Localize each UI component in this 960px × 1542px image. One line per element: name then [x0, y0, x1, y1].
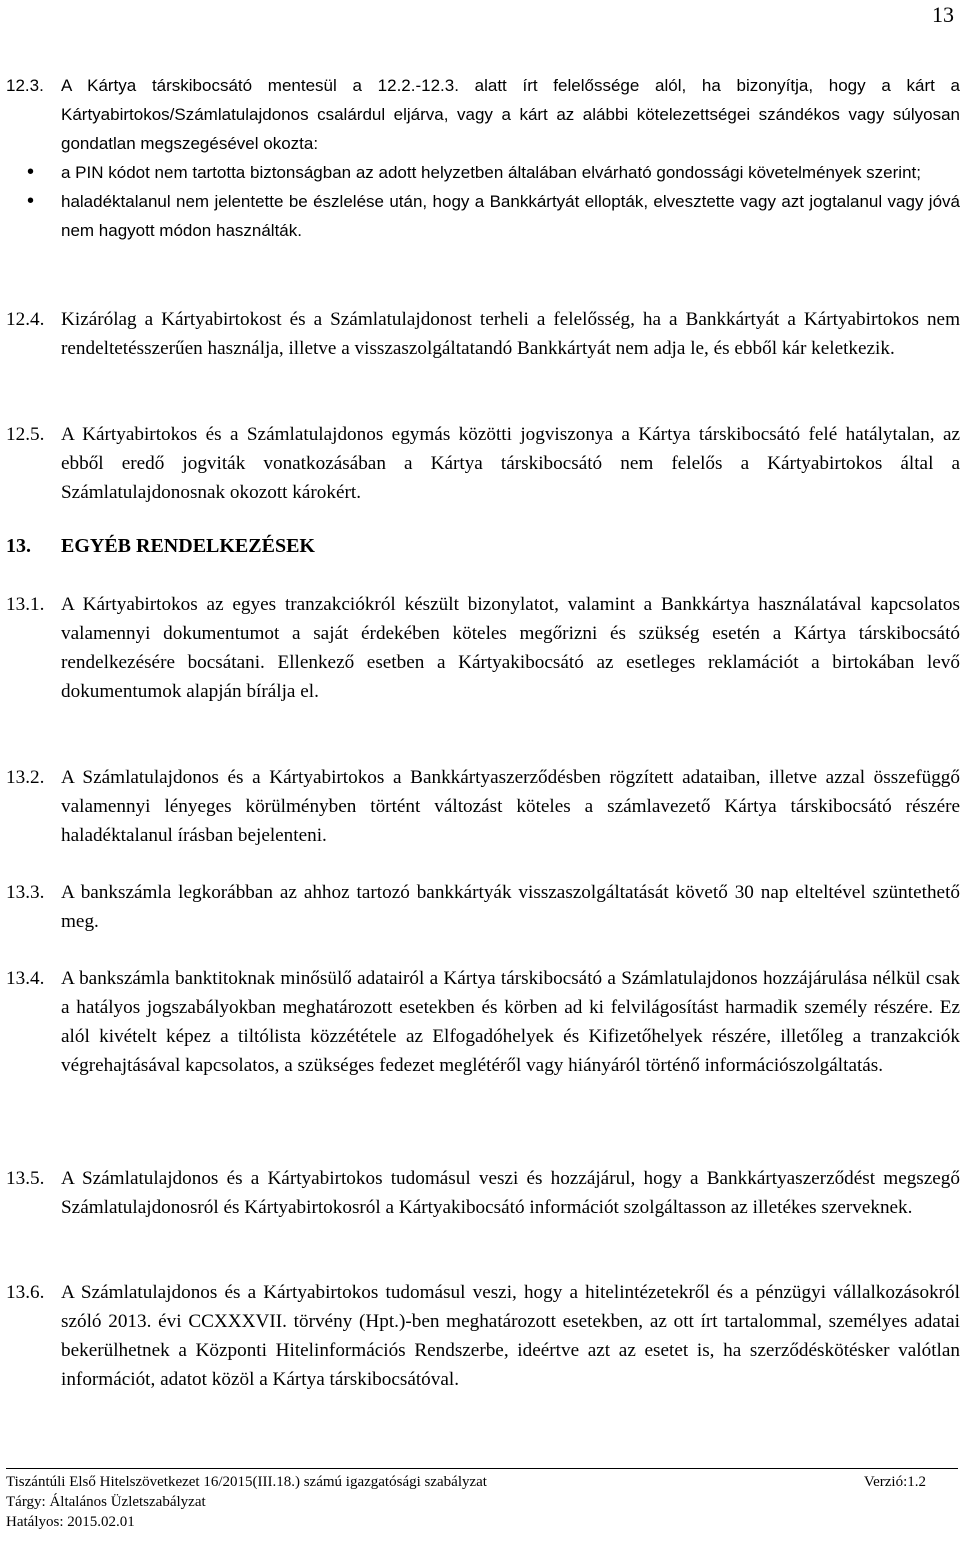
paragraph-13-3 — [0, 878, 960, 936]
paragraph-12-3 — [0, 71, 960, 245]
paragraph-text: A bankszámla banktitoknak minősülő adatairól a Kártya társkibocsátó a Számlatulajdonos hozzájárulása nélkül csak a hatályos jogszabályokban meghatározott esetekben és körben ad ki felvilágosítást harmadik személy részére. Ez alól kivételt képez a tiltólista közzététele az Elfogadóhelyek és Kifizetőhelyek részére, illetőleg a tranzakciók végrehajtásával kapcsolatos, a szükséges fedezet meglétéről vagy hiányáról történő információszolgáltatás. — [61, 968, 960, 1076]
bullet-icon: • — [27, 190, 35, 212]
page-footer — [6, 1472, 926, 1532]
section-title: EGYÉB RENDELKEZÉSEK — [61, 535, 315, 557]
bullet-icon: • — [27, 161, 35, 183]
paragraph-text: A bankszámla legkorábban az ahhoz tartozó bankkártyák visszaszolgáltatását követő 30 nap elteltével szüntethető meg. — [61, 882, 960, 932]
paragraph-text: A Számlatulajdonos és a Kártyabirtokos a Bankkártyaszerződésben rögzített adataiban, illetve azzal összefüggő valamennyi lényeges körülményben történt változást köteles a számlavezető Kártya társkibocsátó részére haladéktalanul írásban bejelenteni. — [61, 767, 960, 846]
footer-subject: Tárgy: Általános Üzletszabályzat — [6, 1494, 206, 1510]
paragraph-text: Kizárólag a Kártyabirtokost és a Számlatulajdonost terheli a felelősség, ha a Bankkártyát a Kártyabirtokos nem rendeltetésszerűen használja, illetve a visszaszolgáltatandó Bankkártyát nem adja le, és ebből kár keletkezik. — [61, 309, 960, 359]
footer-effective-date: Hatályos: 2015.02.01 — [6, 1514, 135, 1530]
paragraph-text: A Kártya társkibocsátó mentesül a 12.2.-12.3. alatt írt felelőssége alól, ha bizonyítja, hogy a kárt a Kártyabirtokos/Számlatulajdonos csalárdul eljárva, vagy a kárt az alábbi kötelezettségei szándékos vagy súlyosan gondatlan megszegésével okozta: — [61, 76, 960, 153]
paragraph-13-6 — [0, 1278, 960, 1394]
paragraph-number: 12.5. — [6, 424, 45, 445]
paragraph-number: 12.4. — [6, 309, 45, 330]
paragraph-text: A Kártyabirtokos az egyes tranzakciókról készült bizonylatot, valamint a Bankkártya használatával kapcsolatos valamennyi dokumentumot a saját érdekében köteles megőrizni és szükség esetén a Kártya társkibocsátó rendelkezésére bocsátani. Ellenkező esetben a Kártyakibocsátó az esetleges reklamációt a birtokában levő dokumentumok alapján bírálja el. — [61, 594, 960, 702]
footer-regulation: Tiszántúli Első Hitelszövetkezet 16/2015(III.18.) számú igazgatósági szabályzat — [6, 1474, 487, 1490]
paragraph-number: 13.3. — [6, 882, 45, 903]
page-number: 13 — [932, 2, 954, 27]
paragraph-13-4 — [0, 964, 960, 1080]
footer-divider — [6, 1468, 958, 1469]
bullet-item — [0, 187, 960, 245]
paragraph-13-5 — [0, 1164, 960, 1222]
bullet-text: a PIN kódot nem tartotta biztonságban az adott helyzetben általában elvárható gondossági követelmények szerint; — [61, 163, 921, 182]
paragraph-13-1 — [0, 590, 960, 706]
paragraph-text: A Számlatulajdonos és a Kártyabirtokos tudomásul veszi és hozzájárul, hogy a Bankkártyaszerződést megszegő Számlatulajdonosról és Kártyabirtokosról a Kártyakibocsátó információt szolgáltasson az illetékes szerveknek. — [61, 1168, 960, 1218]
paragraph-number: 13.6. — [6, 1282, 45, 1303]
bullet-item — [0, 158, 960, 187]
paragraph-12-5 — [0, 420, 960, 507]
paragraph-text: A Kártyabirtokos és a Számlatulajdonos egymás közötti jogviszonya a Kártya társkibocsátó felé hatálytalan, az ebből eredő jogviták vonatkozásában a Kártya társkibocsátó nem felelős a Kártyabirtokos által a Számlatulajdonosnak okozott károkért. — [61, 424, 960, 503]
paragraph-text: A Számlatulajdonos és a Kártyabirtokos tudomásul veszi, hogy a hitelintézetekről és a pénzügyi vállalkozásokról szóló 2013. évi CCXXXVII. törvény (Hpt.)-ben meghatározott esetekben, az ott írt tartalommal, személyes adatai bekerülhetnek a Központi Hitelinformációs Rendszerbe, ideértve azt az esetet is, ha szerződéskötésker valótlan információt, adatot közöl a Kártya társkibocsátóval. — [61, 1282, 960, 1390]
section-heading — [6, 535, 315, 558]
paragraph-12-4 — [0, 305, 960, 363]
footer-version: Verzió:1.2 — [863, 1474, 926, 1490]
paragraph-number: 12.3. — [6, 76, 44, 95]
section-number: 13. — [6, 535, 31, 557]
paragraph-13-2 — [0, 763, 960, 850]
paragraph-number: 13.2. — [6, 767, 45, 788]
paragraph-number: 13.4. — [6, 968, 45, 989]
paragraph-number: 13.1. — [6, 594, 45, 615]
paragraph-number: 13.5. — [6, 1168, 45, 1189]
bullet-text: haladéktalanul nem jelentette be észlelése után, hogy a Bankkártyát ellopták, elvesztette vagy azt jogtalanul vagy jóvá nem hagyott módon használták. — [61, 192, 960, 240]
